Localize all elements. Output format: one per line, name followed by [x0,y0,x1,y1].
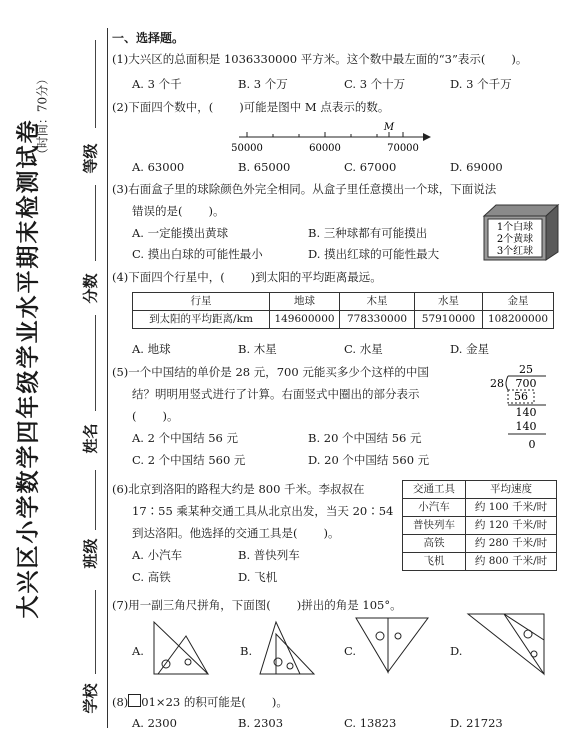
q5-option-b[interactable]: B. 20 个中国结 56 元 [308,431,422,445]
q7-stem [112,600,402,612]
unknown-digit-box [128,694,141,707]
q4-th-mercury: 水星 [415,293,483,311]
q4-text-end: )到太阳的平均距离最远。 [250,270,382,284]
q7-text: (7)用一副三角尺拼角，下面图( [112,598,271,612]
q6-stem-2: 17∶55 乘某种交通工具从北京出发，当天 20∶54 [132,504,394,518]
exam-title: 大兴区小学数学四年级学业水平期末检测试卷 [15,118,42,619]
q7-option-a[interactable]: A. [132,644,144,658]
q2-tick-60000: 60000 [309,143,341,154]
q2-stem [112,102,389,114]
q3-ball-box [480,202,562,262]
q6-option-d[interactable]: D. 飞机 [238,570,278,584]
q6-td-train-speed: 约 120 千米/时 [466,517,557,535]
q5-stem-3 [132,411,179,423]
label-class: 班级 [81,538,100,569]
q2-option-c[interactable]: C. 67000 [344,160,397,174]
q5-remainder: 0 [528,438,536,451]
q3-option-b[interactable]: B. 三种球都有可能摸出 [308,226,428,240]
q2-tick-50000: 50000 [231,143,263,154]
q4-td-jupiter: 778330000 [340,311,415,329]
time-note: （时间：70分） [35,72,50,161]
exam-sidebar [0,0,112,736]
q6-stem-1: (6)北京到洛阳的路程大约是 800 千米。李叔叔在 [112,482,365,496]
q3-stem-2 [132,206,225,218]
q2-text-end: )可能是图中 M 点表示的数。 [239,100,390,114]
q4-option-c[interactable]: C. 水星 [344,342,383,356]
q4-option-d[interactable]: D. 金星 [450,342,490,356]
q5-divisor: 28 [490,377,504,390]
label-score: 分数 [81,273,100,304]
q4-option-a[interactable]: A. 地球 [132,342,171,356]
q1-option-a[interactable]: A. 3 个千 [132,77,182,91]
q4-td-earth: 149600000 [270,311,340,329]
q6-th-vehicle: 交通工具 [403,481,466,499]
q8-stem [112,694,288,709]
q6-text3: 到达洛阳。他选择的交通工具是( [132,526,298,540]
q6-td-plane: 飞机 [403,553,466,571]
q1-option-d[interactable]: D. 3 个千万 [450,77,512,91]
q6-stem-3 [132,528,340,540]
underline-class [95,470,96,530]
q2-text: (2)下面四个数中，( [112,100,214,114]
q6-td-plane-speed: 约 800 千米/时 [466,553,557,571]
binding-line [107,28,108,728]
q8-text: 01×23 的积可能是( [141,695,246,709]
q4-stem [112,272,382,284]
q3-option-a[interactable]: A. 一定能摸出黄球 [132,226,229,240]
q5-quotient: 25 [519,363,533,376]
q6-td-hsr-speed: 约 280 千米/时 [466,535,557,553]
underline-name [95,315,96,411]
underline-school [95,590,96,674]
q7-figure-b [254,618,318,676]
q5-option-c[interactable]: C. 2 个中国结 560 元 [132,453,246,467]
q4-table-row [133,311,554,329]
q7-figure-a [148,618,210,676]
q7-figure-d [464,610,546,676]
q6-td-hsr: 高铁 [403,535,466,553]
q4-th-jupiter: 木星 [340,293,415,311]
q4-th-planet: 行星 [133,293,270,311]
q8-option-b[interactable]: B. 2303 [238,716,284,730]
q5-stem-1: (5)一个中国结的单价是 28 元，700 元能买多少个这样的中国 [112,365,429,379]
q2-point-m: M [383,122,395,133]
label-grade: 等级 [81,143,100,174]
underline-grade [95,40,96,128]
q1-text: (1)大兴区的总面积是 1036330000 平方米。这个数中最左面的“3”表示( [112,52,486,66]
q3-text2: 错误的是( [132,204,183,218]
q6-option-c[interactable]: C. 高铁 [132,570,171,584]
q4-option-b[interactable]: B. 木星 [238,342,277,356]
q4-text: (4)下面四个行星中，( [112,270,225,284]
q5-option-a[interactable]: A. 2 个中国结 56 元 [132,431,239,445]
q6-table-row [403,517,557,535]
q4-th-venus: 金星 [483,293,554,311]
q5-dividend: 700 [515,377,537,390]
q6-option-a[interactable]: A. 小汽车 [132,548,183,562]
q4-planet-table [132,292,554,329]
q4-td-venus: 108200000 [483,311,554,329]
q3-text2-end: )。 [208,204,225,218]
q6-th-speed: 平均速度 [466,481,557,499]
q3-option-c[interactable]: C. 摸出白球的可能性最小 [132,247,263,261]
q5-step1: 56 [514,390,528,403]
q6-td-car: 小汽车 [403,499,466,517]
section-heading: 一、选择题。 [112,31,185,45]
q8-option-d[interactable]: D. 21723 [450,716,503,730]
q5-text3: ( [132,409,137,423]
q8-option-a[interactable]: A. 2300 [132,716,177,730]
q2-tick-70000: 70000 [387,143,419,154]
q4-td-label: 到太阳的平均距离/km [133,311,270,329]
q6-table-row [403,535,557,553]
q6-td-car-speed: 约 100 千米/时 [466,499,557,517]
q5-long-division [480,362,560,454]
q6-table-header [403,481,557,499]
q8-text-start: (8) [112,695,129,709]
q1-stem [112,54,527,66]
q2-option-d[interactable]: D. 69000 [450,160,503,174]
q7-option-d[interactable]: D. [450,644,463,658]
q3-box-line-3: 3个红球 [496,246,534,257]
q5-text3-end: )。 [162,409,179,423]
q7-figure-c [354,614,430,676]
q8-option-c[interactable]: C. 13823 [344,716,397,730]
label-school: 学校 [81,683,100,714]
q3-box-line-1: 1个白球 [496,222,534,233]
q6-table-row [403,499,557,517]
q5-stem-2: 结？明明用竖式进行了计算。右面竖式中圈出的部分表示 [132,387,420,401]
q3-box-line-2: 2个黄球 [496,234,534,245]
q7-text-end: )拼出的角是 105°。 [296,598,402,612]
q5-option-d[interactable]: D. 20 个中国结 560 元 [308,453,430,467]
q6-text3-end: )。 [323,526,340,540]
q7-option-c[interactable]: C. [344,644,357,658]
label-name: 姓名 [81,423,100,454]
q5-step3: 140 [515,420,537,433]
q3-option-d[interactable]: D. 摸出红球的可能性最大 [308,247,440,261]
q1-option-c[interactable]: C. 3 个十万 [344,77,406,91]
q6-option-b[interactable]: B. 普快列车 [238,548,300,562]
q6-table-row [403,553,557,571]
q4-td-mercury: 57910000 [415,311,483,329]
q2-option-b[interactable]: B. 65000 [238,160,291,174]
q8-text-end: )。 [271,695,288,709]
q6-speed-table [402,480,557,571]
q2-option-a[interactable]: A. 63000 [132,160,185,174]
q4-th-earth: 地球 [270,293,340,311]
q2-number-line [231,122,437,156]
q5-step2: 140 [515,406,537,419]
q3-stem-1: (3)右面盒子里的球除颜色外完全相同。从盒子里任意摸出一个球，下面说法 [112,182,497,196]
q6-td-train: 普快列车 [403,517,466,535]
q4-table-header [133,293,554,311]
underline-score [95,185,96,261]
q7-option-b[interactable]: B. [240,644,253,658]
q1-option-b[interactable]: B. 3 个万 [238,77,288,91]
q1-text-end: )。 [511,52,528,66]
